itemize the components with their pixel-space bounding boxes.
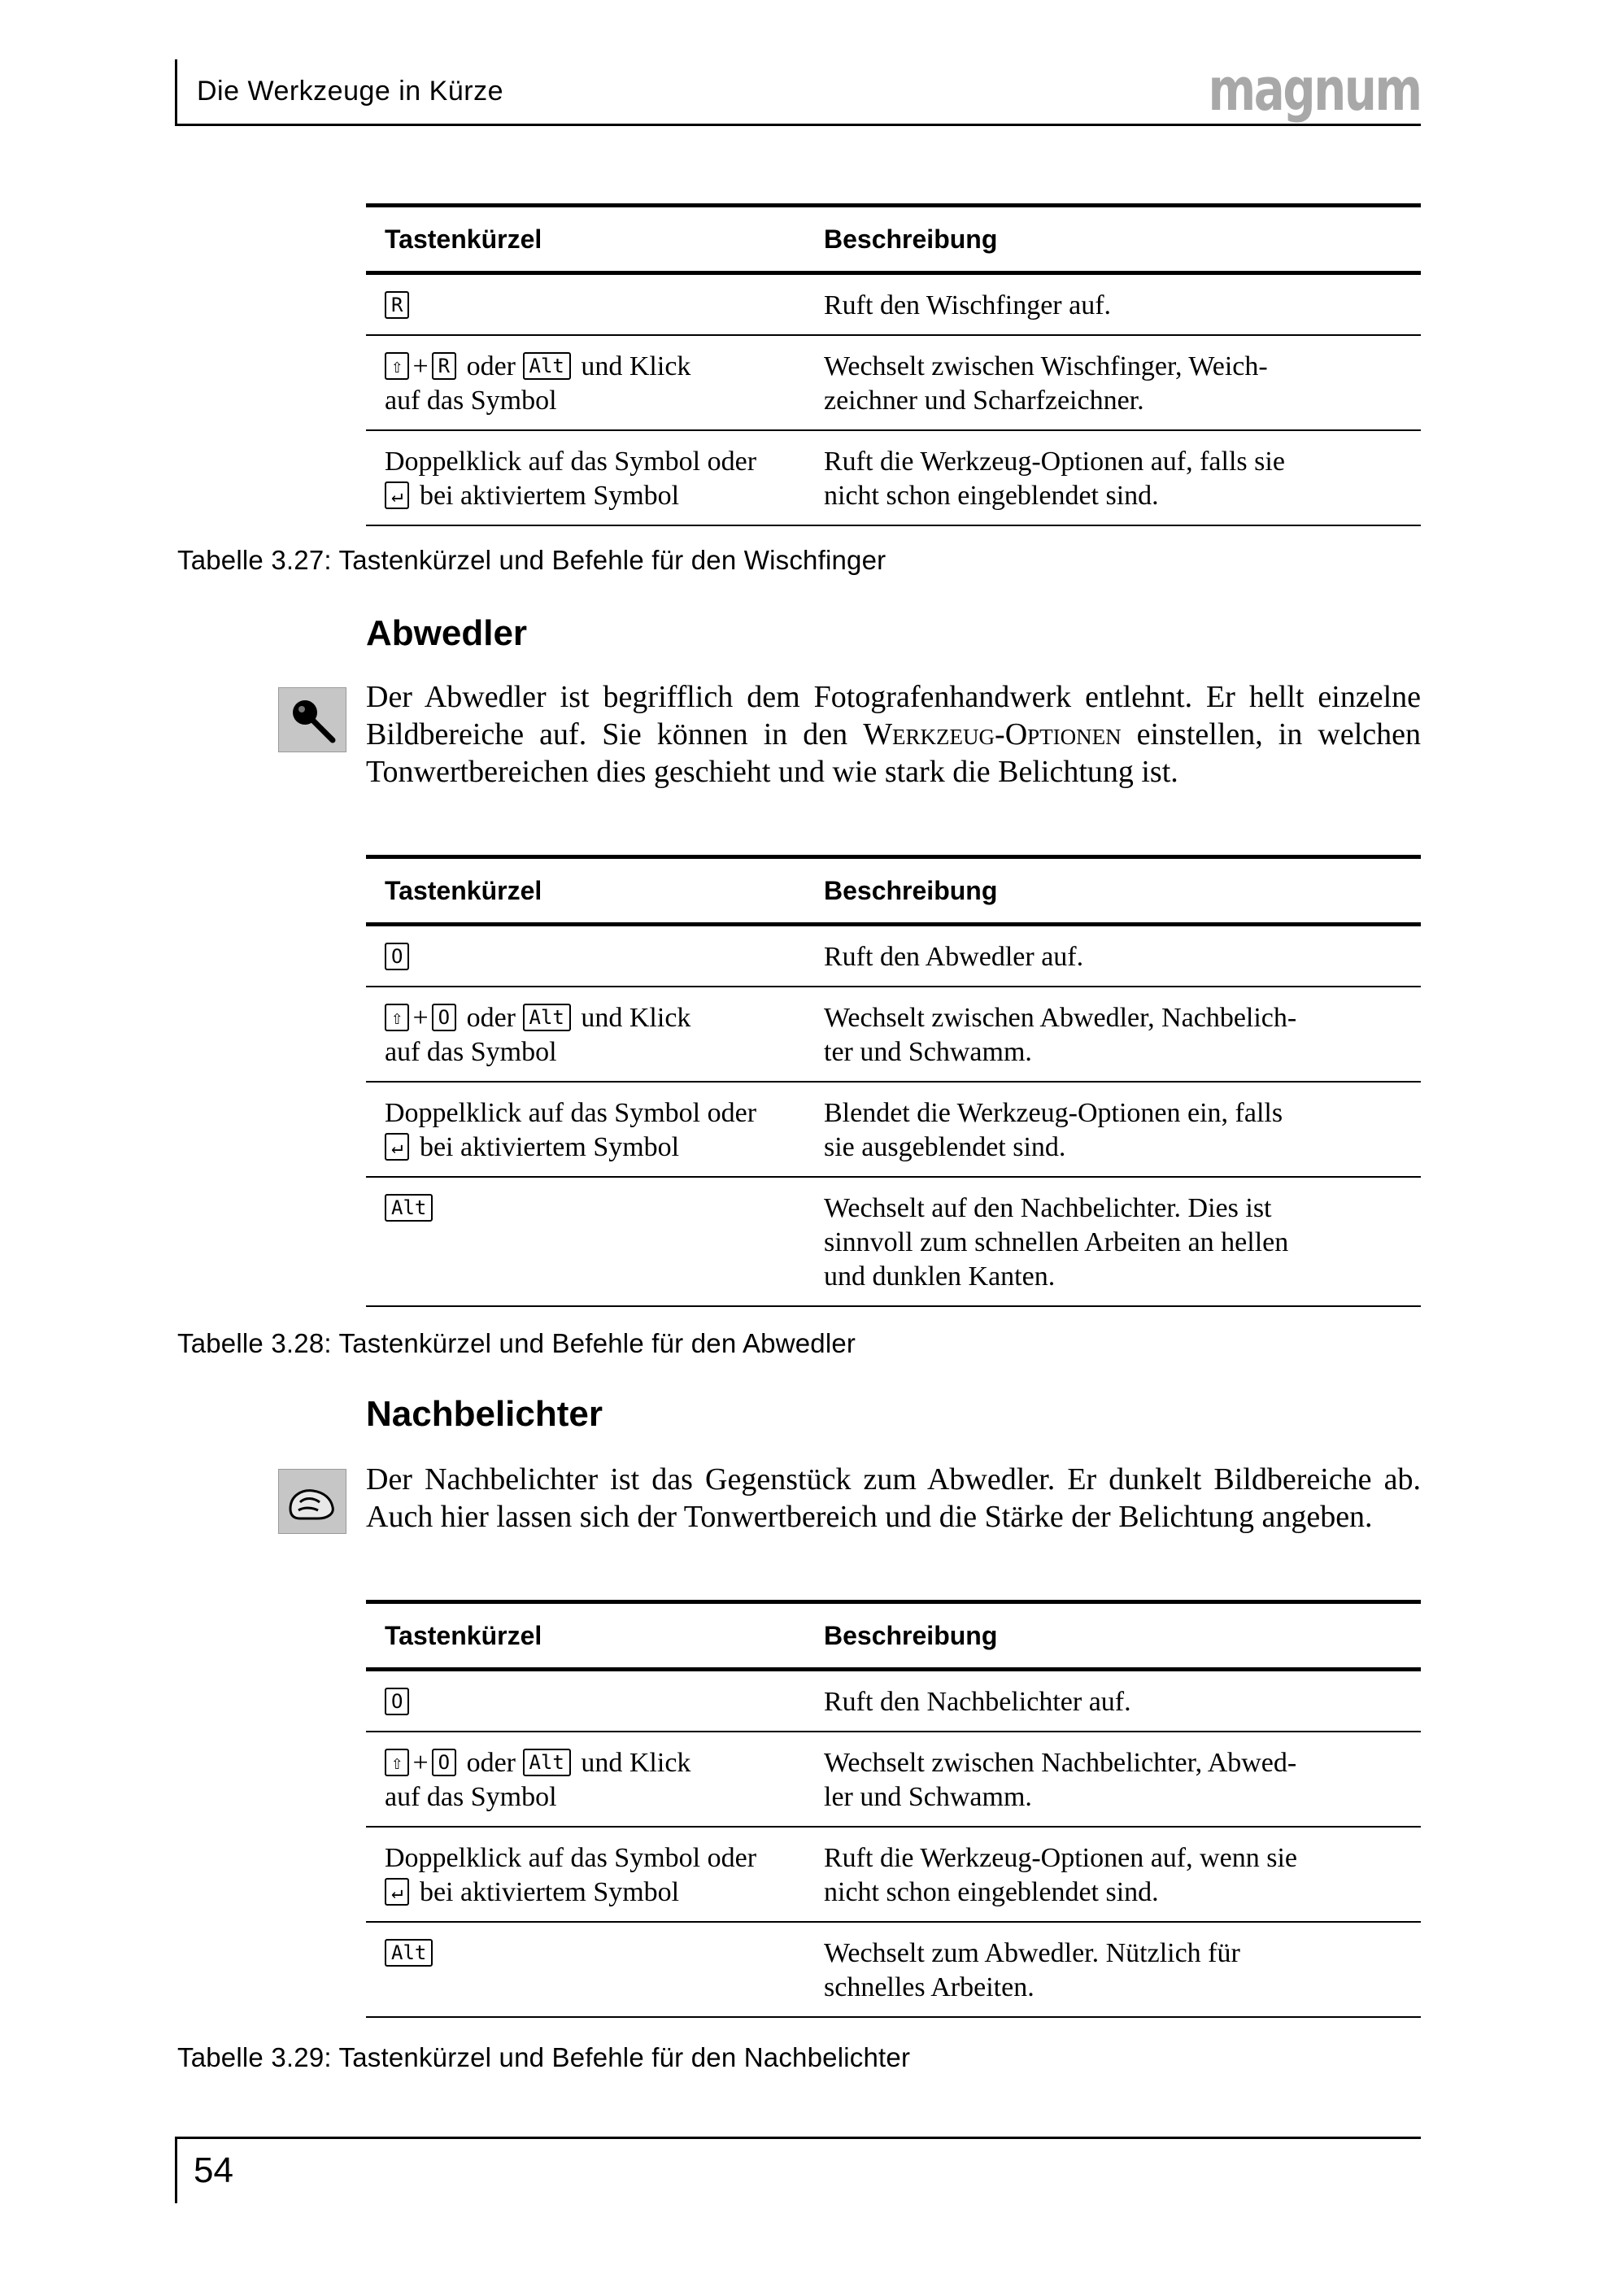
table-row <box>366 1731 1421 1826</box>
plus-sign: + <box>412 351 429 381</box>
table-row <box>366 1921 1421 2016</box>
table-row <box>366 429 1421 525</box>
row-description: Wechselt zwischen Nachbelichter, Abwed- <box>824 1748 1297 1778</box>
col-header-shortcut: Tastenkürzel <box>385 875 542 905</box>
col-header-shortcut: Tastenkürzel <box>385 1620 542 1650</box>
row-description: nicht schon eingeblendet sind. <box>824 1877 1159 1907</box>
row-description: Wechselt zwischen Abwedler, Nachbelich- <box>824 1003 1297 1033</box>
table-header <box>366 207 1421 271</box>
row-description: Ruft die Werkzeug-Optionen auf, falls sie <box>824 447 1285 477</box>
alt-key: Alt <box>523 1004 571 1031</box>
table-caption: Tabelle 3.28: Tastenkürzel und Befehle für den Abwedler <box>177 1328 856 1358</box>
table-header <box>366 1604 1421 1667</box>
shift-key-icon: ⇧ <box>385 1749 409 1776</box>
table-row <box>366 1081 1421 1176</box>
paragraph-text: einstellen, in welchen Tonwertbereichen dies geschieht und wie stark die Belichtung ist. <box>366 717 1421 789</box>
row-text: oder <box>466 1003 516 1033</box>
row-text: und Klick <box>581 1748 691 1778</box>
shortcut-table-abwedler <box>366 855 1421 1307</box>
row-text: auf das Symbol <box>385 1037 557 1067</box>
key-cap: R <box>432 352 456 380</box>
row-description: ler und Schwamm. <box>824 1782 1032 1812</box>
shift-key-icon: ⇧ <box>385 352 409 380</box>
enter-key-icon: ↵ <box>385 1878 409 1906</box>
row-text: und Klick <box>581 1003 691 1033</box>
row-description: Ruft die Werkzeug-Optionen auf, wenn sie <box>824 1843 1298 1873</box>
burn-tool-icon <box>278 1469 346 1534</box>
row-description: Ruft den Wischfinger auf. <box>824 290 1112 320</box>
section-heading-nachbelichter: Nachbelichter <box>366 1394 603 1434</box>
row-description: Ruft den Abwedler auf. <box>824 942 1084 972</box>
plus-sign: + <box>412 1003 429 1033</box>
row-description: ter und Schwamm. <box>824 1037 1032 1067</box>
shortcut-table-nachbelichter <box>366 1600 1421 2018</box>
col-header-description: Beschreibung <box>824 224 998 254</box>
table-row <box>366 334 1421 429</box>
table-row <box>366 1826 1421 1921</box>
header-rule-horizontal <box>175 124 1421 126</box>
row-text: bei aktiviertem Symbol <box>419 1877 680 1907</box>
table-bottom-rule <box>366 1305 1421 1307</box>
footer-rule-horizontal <box>175 2137 1421 2139</box>
col-header-shortcut: Tastenkürzel <box>385 224 542 254</box>
key-cap: O <box>432 1749 456 1776</box>
alt-key: Alt <box>523 1749 571 1776</box>
dodge-tool-icon <box>278 687 346 752</box>
table-bottom-rule <box>366 2016 1421 2018</box>
section-heading-abwedler: Abwedler <box>366 613 528 653</box>
enter-key-icon: ↵ <box>385 1133 409 1161</box>
row-text: und Klick <box>581 351 691 381</box>
table-row <box>366 1176 1421 1305</box>
dodge-icon <box>279 688 347 753</box>
table-caption: Tabelle 3.27: Tastenkürzel und Befehle für den Wischfinger <box>177 545 886 575</box>
table-row <box>366 926 1421 986</box>
shift-key-icon: ⇧ <box>385 1004 409 1031</box>
alt-key: Alt <box>523 352 571 380</box>
row-description: zeichner und Scharfzeichner. <box>824 386 1144 416</box>
paragraph-text: Der Abwedler ist begrifflich dem Fotografenhandwerk entlehnt. Er hellt einzelne Bildbereiche auf. Sie können in den <box>366 680 1421 752</box>
row-description: schnelles Arbeiten. <box>824 1972 1035 2002</box>
row-text: oder <box>466 351 516 381</box>
alt-key: Alt <box>385 1194 433 1222</box>
page-number: 54 <box>194 2150 233 2190</box>
col-header-description: Beschreibung <box>824 1620 998 1650</box>
plus-sign: + <box>412 1748 429 1778</box>
col-header-description: Beschreibung <box>824 875 998 905</box>
row-text: Doppelklick auf das Symbol oder <box>385 1098 757 1128</box>
enter-key-icon: ↵ <box>385 481 409 509</box>
row-text: bei aktiviertem Symbol <box>419 1132 680 1162</box>
header-rule-vertical <box>175 59 177 126</box>
footer-rule-vertical <box>175 2137 177 2203</box>
table-bottom-rule <box>366 525 1421 526</box>
running-head: Die Werkzeuge in Kürze <box>197 76 503 107</box>
paragraph-nachbelichter: Der Nachbelichter ist das Gegenstück zum Abwedler. Er dunkelt Bildbereiche ab. Auch hier lassen sich der Tonwertbereich und die Stärke der Belichtung angeben. <box>366 1462 1421 1534</box>
row-text: oder <box>466 1748 516 1778</box>
table-header <box>366 859 1421 922</box>
row-text: auf das Symbol <box>385 1782 557 1812</box>
row-description: Ruft den Nachbelichter auf. <box>824 1687 1131 1717</box>
key-cap: O <box>385 1688 409 1715</box>
table-caption: Tabelle 3.29: Tastenkürzel und Befehle für den Nachbelichter <box>177 2042 911 2072</box>
row-description: Blendet die Werkzeug-Optionen ein, falls <box>824 1098 1283 1128</box>
table-row <box>366 986 1421 1081</box>
table-row <box>366 1671 1421 1731</box>
row-description: sie ausgeblendet sind. <box>824 1132 1066 1162</box>
key-cap: R <box>385 291 409 319</box>
row-description: sinnvoll zum schnellen Arbeiten an hellen <box>824 1227 1289 1257</box>
row-text: Doppelklick auf das Symbol oder <box>385 447 757 477</box>
row-text: bei aktiviertem Symbol <box>419 481 680 511</box>
row-description: Wechselt auf den Nachbelichter. Dies ist <box>824 1193 1272 1223</box>
row-description: nicht schon eingeblendet sind. <box>824 481 1159 511</box>
table-row <box>366 275 1421 334</box>
row-description: und dunklen Kanten. <box>824 1261 1056 1292</box>
key-cap: O <box>385 943 409 970</box>
row-description: Wechselt zum Abwedler. Nützlich für <box>824 1938 1240 1968</box>
menu-reference: Werkzeug-Optionen <box>863 717 1122 752</box>
row-description: Wechselt zwischen Wischfinger, Weich- <box>824 351 1268 381</box>
shortcut-table-wischfinger <box>366 203 1421 526</box>
paragraph-abwedler <box>366 678 1421 791</box>
key-cap: O <box>432 1004 456 1031</box>
row-text: Doppelklick auf das Symbol oder <box>385 1843 757 1873</box>
burn-hand-icon <box>279 1470 347 1535</box>
publisher-logo: magnum <box>1208 55 1421 124</box>
row-text: auf das Symbol <box>385 386 557 416</box>
alt-key: Alt <box>385 1939 433 1967</box>
